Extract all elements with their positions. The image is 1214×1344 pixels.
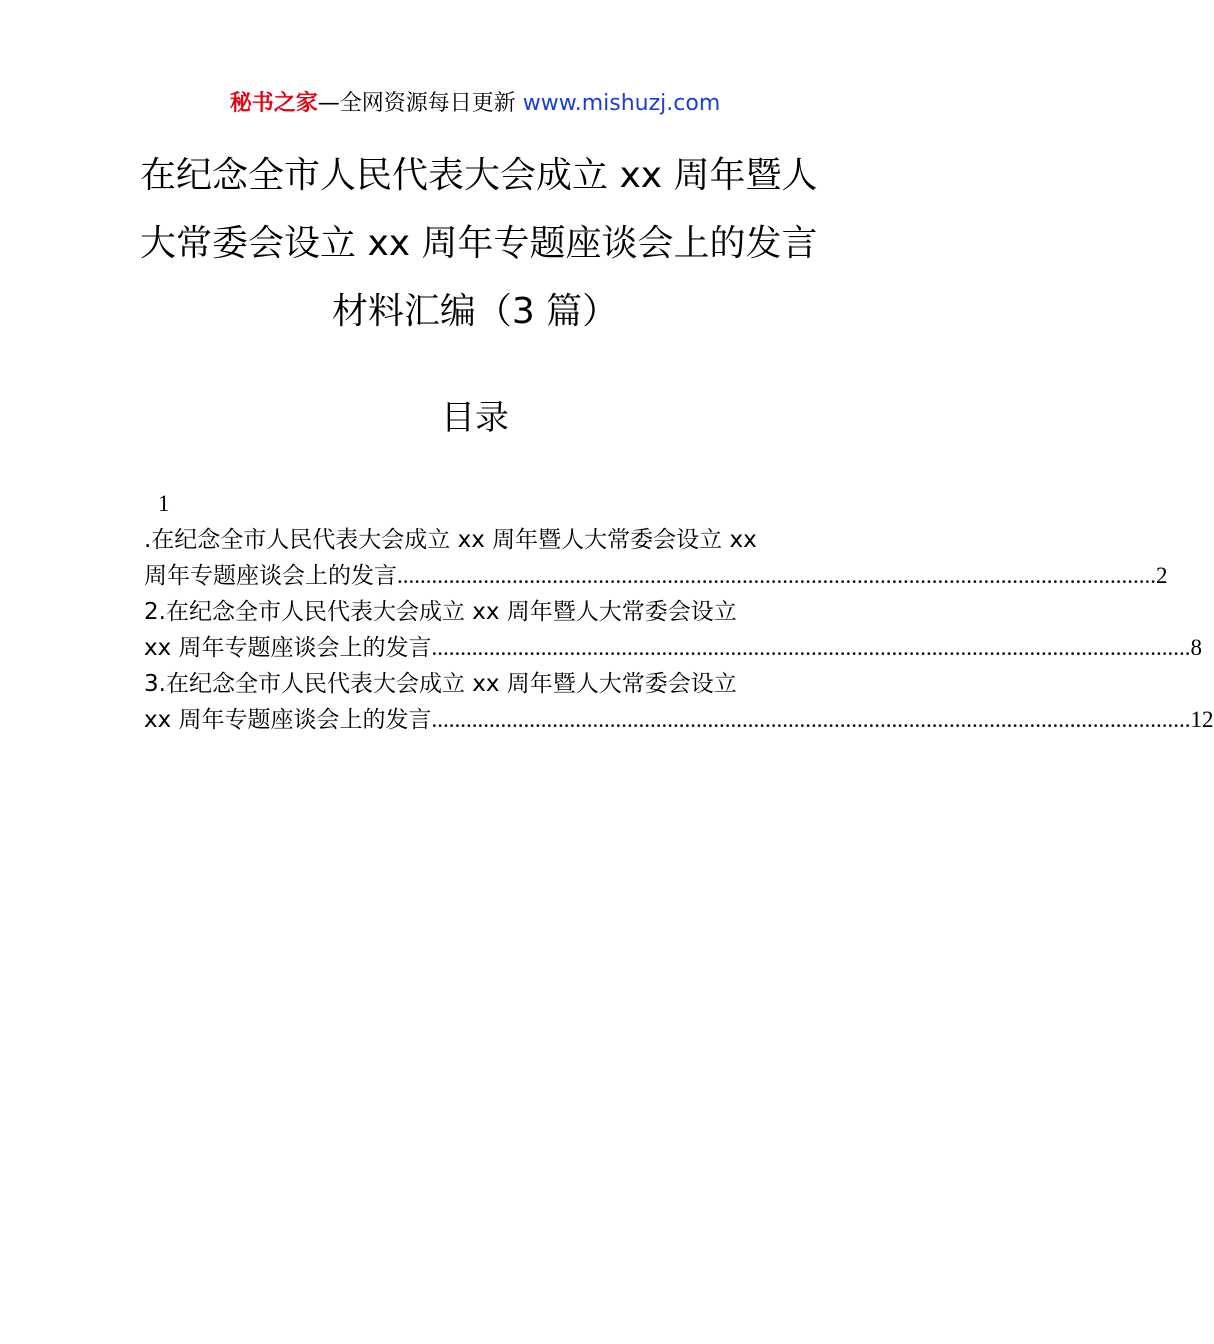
toc-entry-3-page: 12 bbox=[1190, 707, 1214, 732]
title-line-1: 在纪念全市人民代表大会成立 xx 周年暨人 bbox=[140, 155, 818, 196]
brand-name: 秘书之家 bbox=[229, 91, 318, 116]
toc-entry-2-text-b: xx 周年专题座谈会上的发言 bbox=[144, 635, 432, 661]
toc-entry-1-line2[interactable] bbox=[144, 558, 1168, 594]
toc-heading: 目录 bbox=[441, 398, 509, 438]
title-line-2: 大常委会设立 xx 周年专题座谈会上的发言 bbox=[140, 223, 818, 264]
toc-entry-3-text-a: 3.在纪念全市人民代表大会成立 xx 周年暨人大常委会设立 bbox=[144, 671, 737, 697]
site-header bbox=[0, 88, 950, 120]
table-of-contents bbox=[144, 486, 1214, 738]
toc-entry-1-text-a: .在纪念全市人民代表大会成立 xx 周年暨人大常委会设立 xx bbox=[144, 527, 757, 553]
toc-entry-3-text-b: xx 周年专题座谈会上的发言 bbox=[144, 707, 432, 733]
toc-entry-1-page: 2 bbox=[1156, 563, 1168, 588]
toc-entry-2-page: 8 bbox=[1190, 635, 1203, 660]
toc-entry-3-line1[interactable] bbox=[144, 666, 808, 702]
toc-entry-2-line2[interactable] bbox=[144, 630, 1203, 666]
toc-entry-1-line1[interactable] bbox=[144, 522, 808, 558]
toc-leader-dots: .................................................................................................................................... bbox=[397, 563, 1156, 588]
toc-entry-1-text-b: 周年专题座谈会上的发言 bbox=[144, 563, 397, 589]
header-tagline: —全网资源每日更新 bbox=[317, 91, 523, 116]
title-line-3: 材料汇编（3 篇） bbox=[331, 291, 619, 332]
document-title bbox=[140, 142, 818, 346]
toc-leader-dots: .................................................................................................................................... bbox=[431, 707, 1191, 732]
site-url-link[interactable]: www.mishuzj.com bbox=[522, 91, 721, 116]
toc-entry-1-number: 1 bbox=[158, 491, 170, 516]
toc-leader-dots: .................................................................................................................................... bbox=[431, 635, 1191, 660]
toc-entry-2-text-a: 2.在纪念全市人民代表大会成立 xx 周年暨人大常委会设立 bbox=[144, 599, 737, 625]
toc-entry-3-line2[interactable] bbox=[144, 702, 1214, 738]
toc-entry-2-line1[interactable] bbox=[144, 594, 808, 630]
